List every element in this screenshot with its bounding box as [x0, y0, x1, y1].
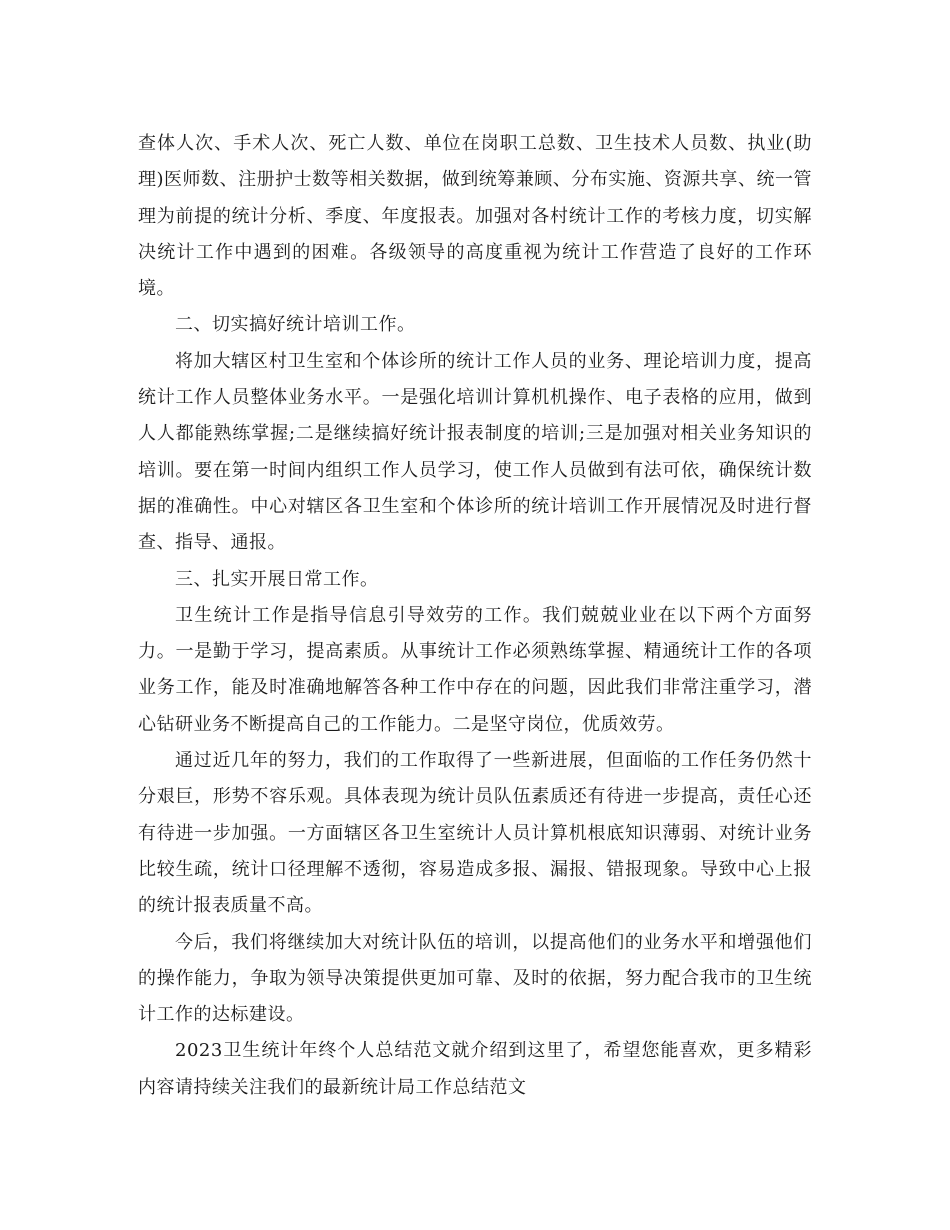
paragraph-training: 将加大辖区村卫生室和个体诊所的统计工作人员的业务、理论培训力度，提高统计工作人员整体业务水平。一是强化培训计算机机操作、电子表格的应用，做到人人都能熟练掌握;二是继续搞好统计报表制度的培训;三是加强对相关业务知识的培训。要在第一时间内组织工作人员学习，使工作人员做到有法可依，确保统计数据的准确性。中心对辖区各卫生室和个体诊所的统计培训工作开展情况及时进行督查、指导、通报。	[138, 350, 812, 554]
section-heading-training: 二、切实搞好统计培训工作。	[175, 314, 416, 336]
section-heading-daily-work: 三、扎实开展日常工作。	[175, 568, 379, 590]
document-body	[138, 126, 812, 1106]
paragraph-daily-work: 卫生统计工作是指导信息引导效劳的工作。我们兢兢业业在以下两个方面努力。一是勤于学习，提高素质。从事统计工作必须熟练掌握、精通统计工作的各项业务工作，能及时准确地解答各种工作中存在的问题，因此我们非常注重学习，潜心钻研业务不断提高自己的工作能力。二是坚守岗位，优质效劳。	[138, 604, 812, 735]
paragraph-continuation: 查体人次、手术人次、死亡人数、单位在岗职工总数、卫生技术人员数、执业(助理)医师数、注册护士数等相关数据，做到统筹兼顾、分布实施、资源共享、统一管理为前提的统计分析、季度、年度报表。加强对各村统计工作的考核力度，切实解决统计工作中遇到的困难。各级领导的高度重视为统计工作营造了良好的工作环境。	[138, 133, 812, 300]
paragraph-closing: 2023卫生统计年终个人总结范文就介绍到这里了，希望您能喜欢，更多精彩内容请持续关注我们的最新统计局工作总结范文	[138, 1040, 812, 1098]
paragraph-progress: 通过近几年的努力，我们的工作取得了一些新进展，但面临的工作任务仍然十分艰巨，形势不容乐观。具体表现为统计员队伍素质还有待进一步提高，责任心还有待进一步加强。一方面辖区各卫生室统计人员计算机根底知识薄弱、对统计业务比较生疏，统计口径理解不透彻，容易造成多报、漏报、错报现象。导致中心上报的统计报表质量不高。	[138, 750, 812, 917]
paragraph-future: 今后，我们将继续加大对统计队伍的培训，以提高他们的业务水平和增强他们的操作能力，争取为领导决策提供更加可靠、及时的依据，努力配合我市的卫生统计工作的达标建设。	[138, 931, 812, 1026]
